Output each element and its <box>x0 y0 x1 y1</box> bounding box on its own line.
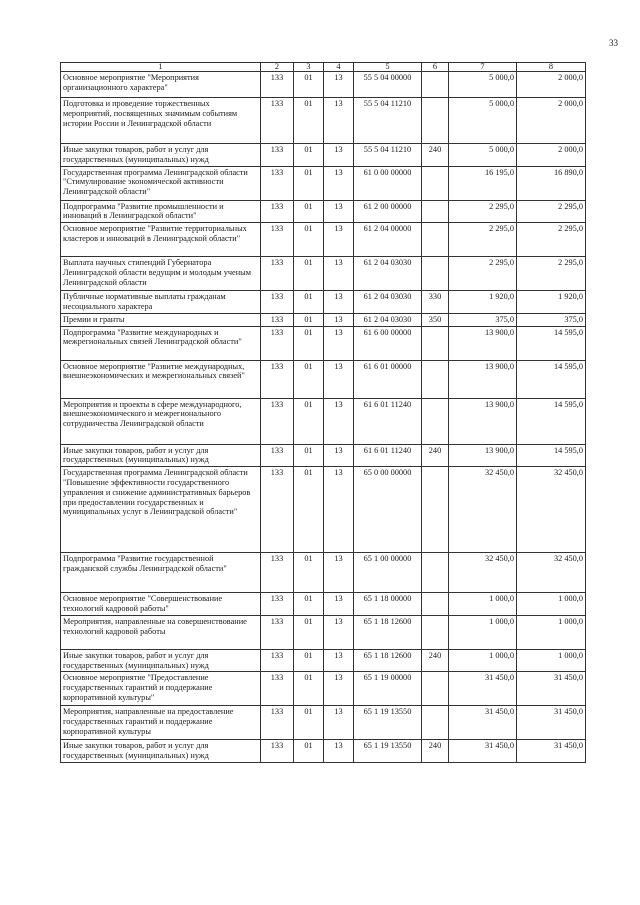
row-section-cell: 01 <box>294 553 324 593</box>
row-target-article-cell: 65 1 18 12600 <box>354 615 422 649</box>
row-section-cell: 01 <box>294 444 324 467</box>
row-amount-year1-cell: 1 000,0 <box>449 593 517 616</box>
row-target-article-cell: 61 2 00 00000 <box>354 200 422 223</box>
row-ministry-code-cell: 133 <box>261 593 294 616</box>
row-section-cell: 01 <box>294 200 324 223</box>
row-expense-type-cell <box>422 398 449 444</box>
row-section-cell: 01 <box>294 467 324 553</box>
row-section-cell: 01 <box>294 223 324 257</box>
row-section-cell: 01 <box>294 291 324 314</box>
row-expense-type-cell <box>422 706 449 740</box>
row-amount-year1-cell: 31 450,0 <box>449 740 517 763</box>
header-col-8: 8 <box>517 63 586 72</box>
row-ministry-code-cell: 133 <box>261 444 294 467</box>
row-amount-year2-cell: 2 000,0 <box>517 72 586 98</box>
row-ministry-code-cell: 133 <box>261 166 294 200</box>
row-name-cell: Мероприятия и проекты в сфере международного, внешнеэкономического и межрегионального сотрудничества Ленинградской области <box>61 398 261 444</box>
table-row <box>61 467 586 553</box>
row-expense-type-cell <box>422 593 449 616</box>
table-row <box>61 740 586 763</box>
row-amount-year1-cell: 31 450,0 <box>449 706 517 740</box>
table-row <box>61 291 586 314</box>
row-expense-type-cell: 240 <box>422 444 449 467</box>
row-ministry-code-cell: 133 <box>261 740 294 763</box>
row-subsection-cell: 13 <box>324 98 354 144</box>
row-amount-year2-cell: 32 450,0 <box>517 467 586 553</box>
row-ministry-code-cell: 133 <box>261 398 294 444</box>
row-amount-year1-cell: 13 900,0 <box>449 326 517 360</box>
table-row <box>61 72 586 98</box>
table-row <box>61 615 586 649</box>
row-subsection-cell: 13 <box>324 223 354 257</box>
row-expense-type-cell <box>422 467 449 553</box>
row-section-cell: 01 <box>294 313 324 326</box>
row-amount-year1-cell: 1 000,0 <box>449 615 517 649</box>
row-target-article-cell: 55 5 04 00000 <box>354 72 422 98</box>
row-subsection-cell: 13 <box>324 553 354 593</box>
row-amount-year1-cell: 32 450,0 <box>449 553 517 593</box>
row-ministry-code-cell: 133 <box>261 257 294 291</box>
row-amount-year1-cell: 13 900,0 <box>449 398 517 444</box>
row-name-cell: Подпрограмма "Развитие промышленности и инноваций в Ленинградской области" <box>61 200 261 223</box>
budget-table <box>60 62 586 763</box>
row-ministry-code-cell: 133 <box>261 467 294 553</box>
row-amount-year1-cell: 1 000,0 <box>449 649 517 672</box>
row-amount-year1-cell: 13 900,0 <box>449 444 517 467</box>
row-subsection-cell: 13 <box>324 593 354 616</box>
row-amount-year2-cell: 2 295,0 <box>517 257 586 291</box>
page-number: 33 <box>609 38 618 48</box>
row-target-article-cell: 55 5 04 11210 <box>354 98 422 144</box>
row-section-cell: 01 <box>294 593 324 616</box>
row-expense-type-cell <box>422 672 449 706</box>
row-ministry-code-cell: 133 <box>261 72 294 98</box>
row-amount-year1-cell: 16 195,0 <box>449 166 517 200</box>
row-expense-type-cell <box>422 200 449 223</box>
table-row <box>61 706 586 740</box>
row-subsection-cell: 13 <box>324 360 354 398</box>
row-target-article-cell: 61 2 04 03030 <box>354 313 422 326</box>
row-expense-type-cell <box>422 166 449 200</box>
row-amount-year1-cell: 2 295,0 <box>449 200 517 223</box>
row-subsection-cell: 13 <box>324 444 354 467</box>
row-name-cell: Мероприятия, направленные на предоставление государственных гарантий и поддержание корпоративной культуры <box>61 706 261 740</box>
header-col-7: 7 <box>449 63 517 72</box>
row-name-cell: Иные закупки товаров, работ и услуг для государственных (муниципальных) нужд <box>61 444 261 467</box>
row-target-article-cell: 65 1 18 12600 <box>354 649 422 672</box>
row-section-cell: 01 <box>294 615 324 649</box>
row-subsection-cell: 13 <box>324 672 354 706</box>
row-amount-year2-cell: 32 450,0 <box>517 553 586 593</box>
row-amount-year2-cell: 31 450,0 <box>517 706 586 740</box>
row-subsection-cell: 13 <box>324 398 354 444</box>
row-subsection-cell: 13 <box>324 706 354 740</box>
row-amount-year2-cell: 2 295,0 <box>517 200 586 223</box>
row-subsection-cell: 13 <box>324 72 354 98</box>
row-name-cell: Премии и гранты <box>61 313 261 326</box>
row-amount-year2-cell: 2 000,0 <box>517 98 586 144</box>
row-target-article-cell: 61 6 01 11240 <box>354 398 422 444</box>
row-name-cell: Подпрограмма "Развитие международных и межрегиональных связей Ленинградской области" <box>61 326 261 360</box>
row-name-cell: Основное мероприятие "Совершенствование технологий кадровой работы" <box>61 593 261 616</box>
row-expense-type-cell: 350 <box>422 313 449 326</box>
row-target-article-cell: 61 2 04 03030 <box>354 291 422 314</box>
row-target-article-cell: 61 2 04 00000 <box>354 223 422 257</box>
row-subsection-cell: 13 <box>324 257 354 291</box>
row-amount-year2-cell: 375,0 <box>517 313 586 326</box>
row-target-article-cell: 61 6 00 00000 <box>354 326 422 360</box>
row-expense-type-cell: 240 <box>422 649 449 672</box>
row-subsection-cell: 13 <box>324 313 354 326</box>
header-col-1: 1 <box>61 63 261 72</box>
row-section-cell: 01 <box>294 72 324 98</box>
row-name-cell: Основное мероприятие "Мероприятия организационного характера" <box>61 72 261 98</box>
row-section-cell: 01 <box>294 360 324 398</box>
row-section-cell: 01 <box>294 326 324 360</box>
row-amount-year1-cell: 31 450,0 <box>449 672 517 706</box>
row-subsection-cell: 13 <box>324 291 354 314</box>
row-expense-type-cell <box>422 72 449 98</box>
row-name-cell: Подпрограмма "Развитие государственной гражданской службы Ленинградской области" <box>61 553 261 593</box>
row-target-article-cell: 61 6 01 11240 <box>354 444 422 467</box>
row-target-article-cell: 65 1 19 00000 <box>354 672 422 706</box>
row-expense-type-cell: 330 <box>422 291 449 314</box>
row-target-article-cell: 65 1 19 13550 <box>354 740 422 763</box>
row-ministry-code-cell: 133 <box>261 615 294 649</box>
row-subsection-cell: 13 <box>324 467 354 553</box>
row-amount-year1-cell: 13 900,0 <box>449 360 517 398</box>
row-amount-year2-cell: 14 595,0 <box>517 360 586 398</box>
row-amount-year1-cell: 5 000,0 <box>449 98 517 144</box>
row-section-cell: 01 <box>294 257 324 291</box>
row-expense-type-cell <box>422 553 449 593</box>
row-name-cell: Государственная программа Ленинградской области "Стимулирование экономической активности Ленинградской области" <box>61 166 261 200</box>
row-amount-year1-cell: 5 000,0 <box>449 72 517 98</box>
row-ministry-code-cell: 133 <box>261 223 294 257</box>
row-name-cell: Государственная программа Ленинградской области "Повышение эффективности государственного управления и снижение административных барьеров при предоставлении государственных и муниципальных услуг в Ленинградской области" <box>61 467 261 553</box>
row-amount-year1-cell: 1 920,0 <box>449 291 517 314</box>
row-amount-year2-cell: 1 000,0 <box>517 649 586 672</box>
row-expense-type-cell <box>422 98 449 144</box>
table-row <box>61 144 586 167</box>
row-expense-type-cell <box>422 326 449 360</box>
row-amount-year1-cell: 375,0 <box>449 313 517 326</box>
table-row <box>61 166 586 200</box>
row-subsection-cell: 13 <box>324 615 354 649</box>
table-row <box>61 444 586 467</box>
row-ministry-code-cell: 133 <box>261 649 294 672</box>
row-amount-year2-cell: 1 920,0 <box>517 291 586 314</box>
row-target-article-cell: 61 0 00 00000 <box>354 166 422 200</box>
row-section-cell: 01 <box>294 672 324 706</box>
header-col-5: 5 <box>354 63 422 72</box>
row-subsection-cell: 13 <box>324 144 354 167</box>
row-ministry-code-cell: 133 <box>261 706 294 740</box>
row-target-article-cell: 65 1 18 00000 <box>354 593 422 616</box>
row-amount-year2-cell: 14 595,0 <box>517 326 586 360</box>
row-expense-type-cell <box>422 257 449 291</box>
row-target-article-cell: 65 1 00 00000 <box>354 553 422 593</box>
row-ministry-code-cell: 133 <box>261 200 294 223</box>
header-row <box>61 63 586 72</box>
row-expense-type-cell: 240 <box>422 740 449 763</box>
row-subsection-cell: 13 <box>324 649 354 672</box>
row-section-cell: 01 <box>294 166 324 200</box>
table-row <box>61 360 586 398</box>
table-row <box>61 553 586 593</box>
header-col-3: 3 <box>294 63 324 72</box>
row-subsection-cell: 13 <box>324 200 354 223</box>
row-expense-type-cell <box>422 360 449 398</box>
row-section-cell: 01 <box>294 98 324 144</box>
row-amount-year2-cell: 1 000,0 <box>517 615 586 649</box>
row-section-cell: 01 <box>294 144 324 167</box>
row-ministry-code-cell: 133 <box>261 326 294 360</box>
row-amount-year2-cell: 14 595,0 <box>517 398 586 444</box>
row-name-cell: Иные закупки товаров, работ и услуг для государственных (муниципальных) нужд <box>61 649 261 672</box>
table-body <box>61 72 586 763</box>
row-target-article-cell: 61 2 04 03030 <box>354 257 422 291</box>
row-target-article-cell: 61 6 01 00000 <box>354 360 422 398</box>
table-row <box>61 398 586 444</box>
row-section-cell: 01 <box>294 706 324 740</box>
row-name-cell: Иные закупки товаров, работ и услуг для государственных (муниципальных) нужд <box>61 144 261 167</box>
table-row <box>61 257 586 291</box>
table-row <box>61 98 586 144</box>
row-amount-year2-cell: 2 000,0 <box>517 144 586 167</box>
row-section-cell: 01 <box>294 740 324 763</box>
row-target-article-cell: 55 5 04 11210 <box>354 144 422 167</box>
row-ministry-code-cell: 133 <box>261 672 294 706</box>
row-subsection-cell: 13 <box>324 166 354 200</box>
row-expense-type-cell: 240 <box>422 144 449 167</box>
row-subsection-cell: 13 <box>324 740 354 763</box>
row-name-cell: Мероприятия, направленные на совершенствование технологий кадровой работы <box>61 615 261 649</box>
row-amount-year2-cell: 2 295,0 <box>517 223 586 257</box>
row-name-cell: Иные закупки товаров, работ и услуг для государственных (муниципальных) нужд <box>61 740 261 763</box>
table-row <box>61 223 586 257</box>
row-name-cell: Выплата научных стипендий Губернатора Ленинградской области ведущим и молодым ученым Ленинградской области <box>61 257 261 291</box>
header-col-2: 2 <box>261 63 294 72</box>
row-amount-year2-cell: 14 595,0 <box>517 444 586 467</box>
row-target-article-cell: 65 0 00 00000 <box>354 467 422 553</box>
row-ministry-code-cell: 133 <box>261 553 294 593</box>
header-col-4: 4 <box>324 63 354 72</box>
row-ministry-code-cell: 133 <box>261 313 294 326</box>
header-col-6: 6 <box>422 63 449 72</box>
table-row <box>61 313 586 326</box>
row-amount-year2-cell: 31 450,0 <box>517 672 586 706</box>
row-name-cell: Основное мероприятие "Предоставление государственных гарантий и поддержание корпоративной культуры" <box>61 672 261 706</box>
row-amount-year1-cell: 5 000,0 <box>449 144 517 167</box>
row-amount-year2-cell: 16 890,0 <box>517 166 586 200</box>
table-row <box>61 649 586 672</box>
row-amount-year2-cell: 1 000,0 <box>517 593 586 616</box>
row-subsection-cell: 13 <box>324 326 354 360</box>
table-row <box>61 326 586 360</box>
row-name-cell: Подготовка и проведение торжественных мероприятий, посвященных значимым событиям истории России и Ленинградской области <box>61 98 261 144</box>
row-expense-type-cell <box>422 223 449 257</box>
table-row <box>61 672 586 706</box>
row-amount-year2-cell: 31 450,0 <box>517 740 586 763</box>
row-ministry-code-cell: 133 <box>261 98 294 144</box>
row-target-article-cell: 65 1 19 13550 <box>354 706 422 740</box>
row-section-cell: 01 <box>294 649 324 672</box>
row-expense-type-cell <box>422 615 449 649</box>
row-amount-year1-cell: 2 295,0 <box>449 223 517 257</box>
table-row <box>61 593 586 616</box>
row-amount-year1-cell: 2 295,0 <box>449 257 517 291</box>
row-section-cell: 01 <box>294 398 324 444</box>
row-name-cell: Основное мероприятие "Развитие территориальных кластеров и инноваций в Ленинградской области" <box>61 223 261 257</box>
row-name-cell: Основное мероприятие "Развитие международных, внешнеэкономических и межрегиональных связей" <box>61 360 261 398</box>
row-amount-year1-cell: 32 450,0 <box>449 467 517 553</box>
table-row <box>61 200 586 223</box>
row-ministry-code-cell: 133 <box>261 360 294 398</box>
row-ministry-code-cell: 133 <box>261 291 294 314</box>
row-name-cell: Публичные нормативные выплаты гражданам несоциального характера <box>61 291 261 314</box>
row-ministry-code-cell: 133 <box>261 144 294 167</box>
